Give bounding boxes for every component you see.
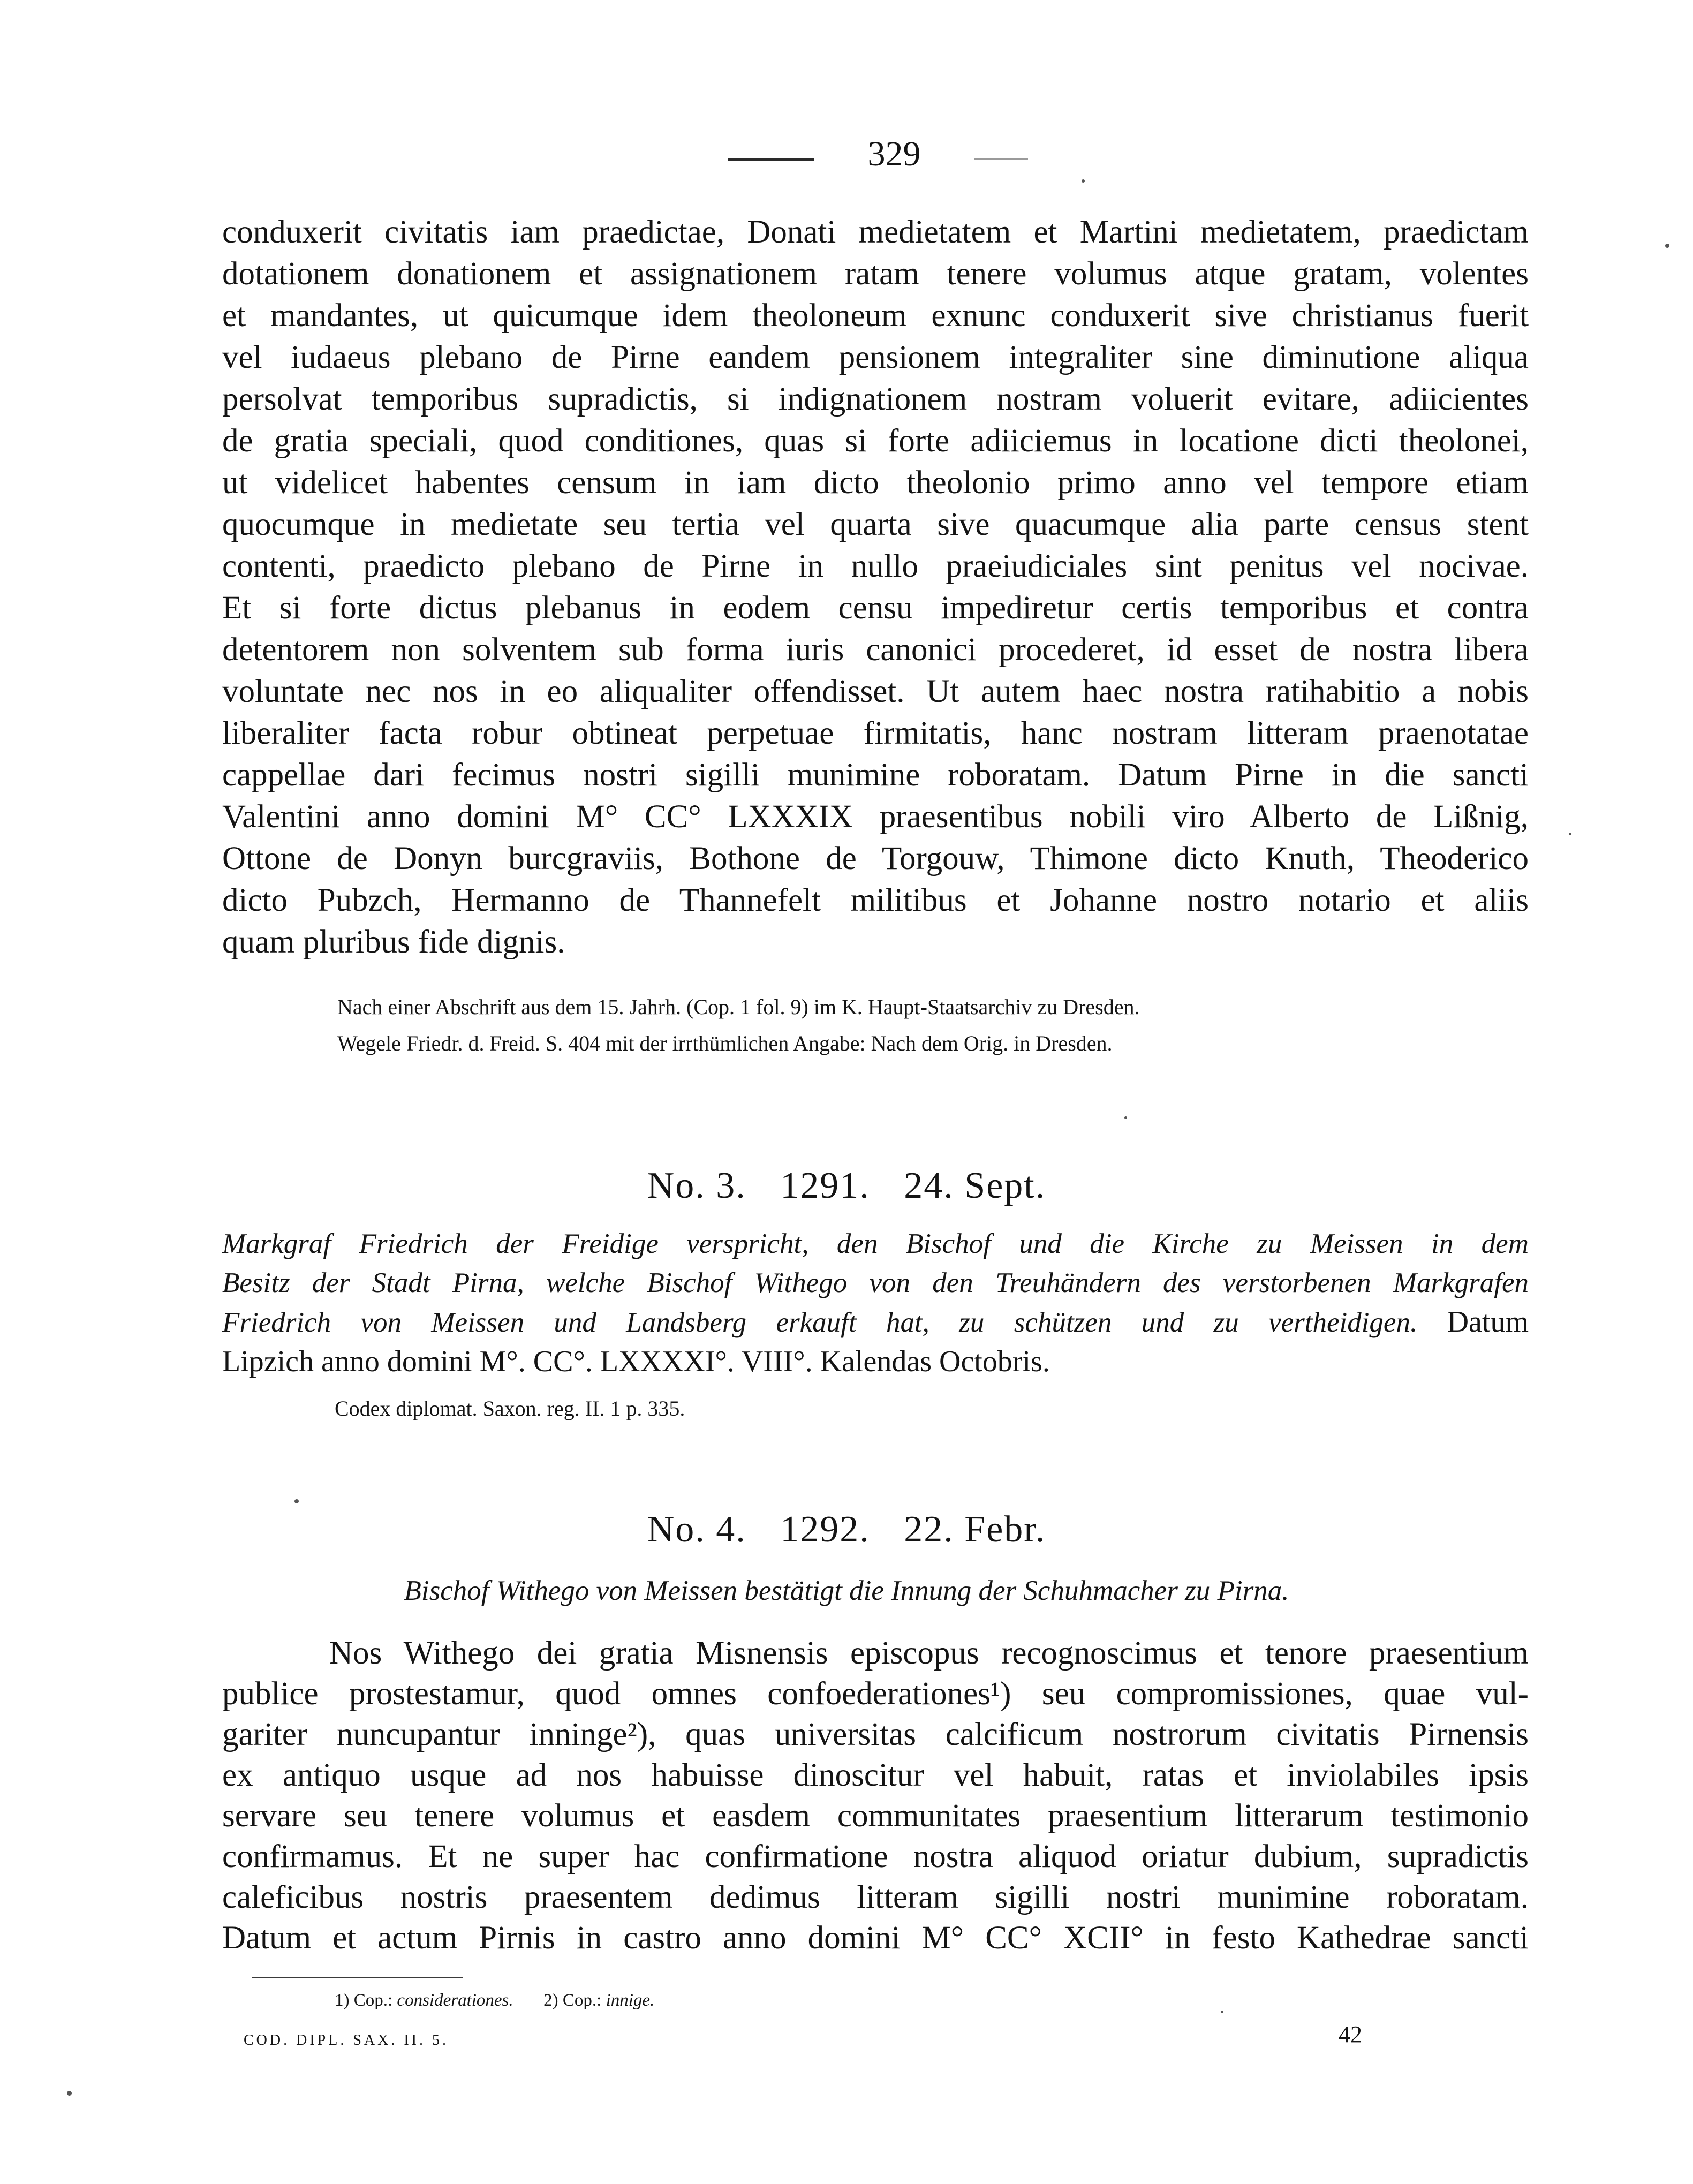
page-header [728, 127, 1028, 181]
source-line: Nach einer Abschrift aus dem 15. Jahrh. (Cop. 1 fol. 9) im K. Haupt-Staatsarchiv zu Dresden. [337, 995, 1140, 1019]
text-line: quocumque in medietate seu tertia vel quarta sive quacumque alia parte census stent [222, 507, 1529, 542]
footnote-1-label: 1) Cop.: [335, 1991, 393, 2010]
source-line: Wegele Friedr. d. Freid. S. 404 mit der irrthümlichen Angabe: Nach dem Orig. in Dresden. [337, 1031, 1113, 1055]
doc4-heading [0, 1506, 1693, 1554]
footnote-rule [252, 1977, 463, 1978]
text-line: detentorem non solventem sub forma iuris canonici procederet, id esset de nostra libera [222, 632, 1529, 668]
text-line: dotationem donationem et assignationem ratam tenere volumus atque gratam, volentes [222, 256, 1529, 292]
text-line: ut videlicet habentes censum in iam dicto theolonio primo anno vel tempore etiam [222, 465, 1529, 501]
text-line: confirmamus. Et ne super hac confirmatione nostra aliquod oriatur dubium, supradictis [222, 1839, 1529, 1875]
source-note [337, 989, 1140, 1062]
text-line: caleficibus nostris praesentem dedimus litteram sigilli nostri munimine roboratam. [222, 1879, 1529, 1915]
text-line: voluntate nec nos in eo aliqualiter offendisset. Ut autem haec nostra ratihabitio a nobis [222, 674, 1529, 709]
scan-speck [1221, 2011, 1223, 2013]
header-rule-left [728, 158, 814, 161]
text-line: contenti, praedicto plebano de Pirne in nullo praeiudiciales sint penitus vel nocivae. [222, 548, 1529, 584]
printer-signature: COD. DIPL. SAX. II. 5. [244, 2032, 449, 2049]
scan-speck [294, 1499, 299, 1503]
text-line: de gratia speciali, quod conditiones, quas si forte adiiciemus in locatione dicti theolonei, [222, 423, 1529, 459]
scan-speck [67, 2091, 72, 2096]
regest-line: Markgraf Friedrich der Freidige verspricht, den Bischof und die Kirche zu Meissen in dem [222, 1228, 1529, 1259]
doc3-year: 1291. [780, 1165, 870, 1206]
text-line: gariter nuncupantur inninge²), quas universitas calcificum nostrorum civitatis Pirnensis [222, 1717, 1529, 1752]
text-line: persolvat temporibus supradictis, si indignationem nostram voluerit evitare, adiicientes [222, 381, 1529, 417]
regest-date-line: Lipzich anno domini M°. CC°. LXXXXI°. VIII°. Kalendas Octobris. [222, 1345, 1050, 1378]
footnote-2-text: innige. [606, 1991, 655, 2010]
doc4-year: 1292. [780, 1509, 870, 1550]
text-line: ex antiquo usque ad nos habuisse dinoscitur vel habuit, ratas et inviolabiles ipsis [222, 1757, 1529, 1793]
doc3-heading [0, 1162, 1693, 1210]
scan-speck [1124, 1116, 1127, 1119]
regest-line: Friedrich von Meissen und Landsberg erkauft hat, zu schützen und zu vertheidigen. [222, 1307, 1418, 1338]
text-line: cappellae dari fecimus nostri sigilli munimine roboratam. Datum Pirne in die sancti [222, 757, 1529, 793]
page-number: 329 [867, 134, 921, 173]
text-line: liberaliter facta robur obtineat perpetuae firmitatis, hanc nostram litteram praenotatae [222, 715, 1529, 751]
text-line: et mandantes, ut quicumque idem theoloneum exnunc conduxerit sive christianus fuerit [222, 298, 1529, 334]
doc3-date: 24. Sept. [904, 1165, 1046, 1206]
doc4-date: 22. Febr. [904, 1509, 1046, 1550]
footnote-2-label: 2) Cop.: [543, 1991, 602, 2010]
doc3-source [335, 1390, 685, 1427]
scan-speck [1569, 833, 1571, 835]
text-line: Ottone de Donyn burcgraviis, Bothone de Torgouw, Thimone dicto Knuth, Theoderico [222, 841, 1529, 876]
text-line: Datum et actum Pirnis in castro anno domini M° CC° XCII° in festo Kathedrae sancti [222, 1920, 1529, 1956]
regest-line: Besitz der Stadt Pirna, welche Bischof Withego von den Treuhändern des verstorbenen Markgrafen [222, 1267, 1529, 1298]
doc3-regest [222, 1225, 1529, 1381]
doc4-regest: Bischof Withego von Meissen bestätigt die Innung der Schuhmacher zu Pirna. [404, 1575, 1289, 1606]
header-rule-right [974, 158, 1028, 160]
footnote-1-text: considerationes. [397, 1991, 513, 2010]
text-line: vel iudaeus plebano de Pirne eandem pensionem integraliter sine diminutione aliqua [222, 339, 1529, 375]
text-line: Nos Withego dei gratia Misnensis episcopus recognoscimus et tenore praesentium [329, 1635, 1529, 1671]
sheet-number: 42 [1339, 2021, 1362, 2047]
text-line: Valentini anno domini M° CC° LXXXIX praesentibus nobili viro Alberto de Lißnig, [222, 799, 1529, 835]
text-line: servare seu tenere volumus et easdem communitates praesentium litterarum testimonio [222, 1798, 1529, 1834]
doc3-number: No. 3. [647, 1165, 746, 1206]
text-line: publice prostestamur, quod omnes confoederationes¹) seu compromissiones, quae vul- [222, 1676, 1529, 1712]
source-line: Codex diplomat. Saxon. reg. II. 1 p. 335. [335, 1396, 685, 1420]
scan-speck [1665, 244, 1669, 248]
doc4-number: No. 4. [647, 1509, 746, 1550]
text-line: conduxerit civitatis iam praedictae, Donati medietatem et Martini medietatem, praedictam [222, 214, 1529, 250]
text-line: dicto Pubzch, Hermanno de Thannefelt militibus et Johanne nostro notario et aliis [222, 882, 1529, 918]
doc4-text [222, 1633, 1529, 1959]
scan-speck [1082, 179, 1085, 183]
text-line: quam pluribus fide dignis. [222, 924, 565, 960]
text-line: Et si forte dictus plebanus in eodem censu impediretur certis temporibus et contra [222, 590, 1529, 626]
continuation-text [222, 211, 1529, 963]
footnotes [335, 1987, 654, 2013]
regest-datum: Datum [1447, 1305, 1529, 1339]
